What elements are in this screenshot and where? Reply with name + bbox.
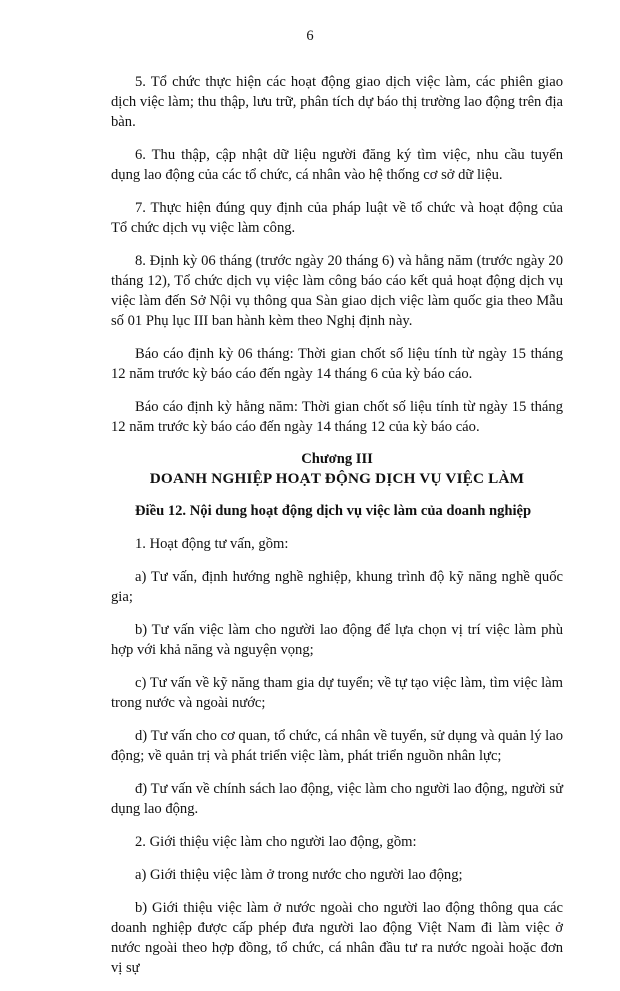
article-heading: Điều 12. Nội dung hoạt động dịch vụ việc làm của doanh nghiệp bbox=[135, 503, 532, 519]
item-2a: a) Giới thiệu việc làm ở trong nước cho người lao động; bbox=[135, 867, 463, 883]
item-1: 1. Hoạt động tư vấn, gồm: bbox=[135, 536, 289, 552]
document-body bbox=[111, 72, 563, 991]
chapter-label: Chương III bbox=[301, 451, 373, 467]
paragraph-5: 5. Tổ chức thực hiện các hoạt động giao dịch việc làm, các phiên giao dịch việc làm; thu thập, lưu trữ, phân tích dự báo thị trường lao động trên địa bàn. bbox=[111, 74, 563, 130]
item-1dd: đ) Tư vấn về chính sách lao động, việc làm cho người lao động, người sử dụng lao động. bbox=[111, 781, 563, 817]
item-1b: b) Tư vấn việc làm cho người lao động để lựa chọn vị trí việc làm phù hợp với khả năng và nguyện vọng; bbox=[111, 622, 563, 658]
item-1a: a) Tư vấn, định hướng nghề nghiệp, khung trình độ kỹ năng nghề quốc gia; bbox=[111, 569, 563, 605]
paragraph-8: 8. Định kỳ 06 tháng (trước ngày 20 tháng 6) và hằng năm (trước ngày 20 tháng 12), Tổ chức dịch vụ việc làm công báo cáo kết quả hoạt động dịch vụ việc làm đến Sở Nội vụ thông qua Sàn giao dịch việc làm quốc gia theo Mẫu số 01 Phụ lục III ban hành kèm theo Nghị định này. bbox=[111, 253, 563, 329]
paragraph-6: 6. Thu thập, cập nhật dữ liệu người đăng ký tìm việc, nhu cầu tuyển dụng lao động của các tổ chức, cá nhân vào hệ thống cơ sở dữ liệu. bbox=[111, 147, 563, 183]
item-1c: c) Tư vấn về kỹ năng tham gia dự tuyển; về tự tạo việc làm, tìm việc làm trong nước và ngoài nước; bbox=[111, 675, 563, 711]
item-1d: d) Tư vấn cho cơ quan, tổ chức, cá nhân về tuyển, sử dụng và quản lý lao động; về quản trị và phát triển việc làm, phát triển nguồn nhân lực; bbox=[111, 728, 563, 764]
item-2: 2. Giới thiệu việc làm cho người lao động, gồm: bbox=[135, 834, 417, 850]
paragraph-report-6-month: Báo cáo định kỳ 06 tháng: Thời gian chốt số liệu tính từ ngày 15 tháng 12 năm trước kỳ báo cáo đến ngày 14 tháng 6 của kỳ báo cáo. bbox=[111, 346, 563, 382]
paragraph-7: 7. Thực hiện đúng quy định của pháp luật về tổ chức và hoạt động của Tổ chức dịch vụ việc làm công. bbox=[111, 200, 563, 236]
page-number: 6 bbox=[306, 28, 314, 44]
chapter-title: DOANH NGHIỆP HOẠT ĐỘNG DỊCH VỤ VIỆC LÀM bbox=[149, 470, 525, 487]
item-2b: b) Giới thiệu việc làm ở nước ngoài cho người lao động thông qua các doanh nghiệp được cấp phép đưa người lao động Việt Nam đi làm việc ở nước ngoài theo hợp đồng, tổ chức, cá nhân đầu tư ra nước ngoài hoặc đơn vị sự bbox=[111, 900, 563, 976]
paragraph-report-annual: Báo cáo định kỳ hằng năm: Thời gian chốt số liệu tính từ ngày 15 tháng 12 năm trước kỳ báo cáo đến ngày 14 tháng 12 của kỳ báo cáo. bbox=[111, 399, 563, 435]
